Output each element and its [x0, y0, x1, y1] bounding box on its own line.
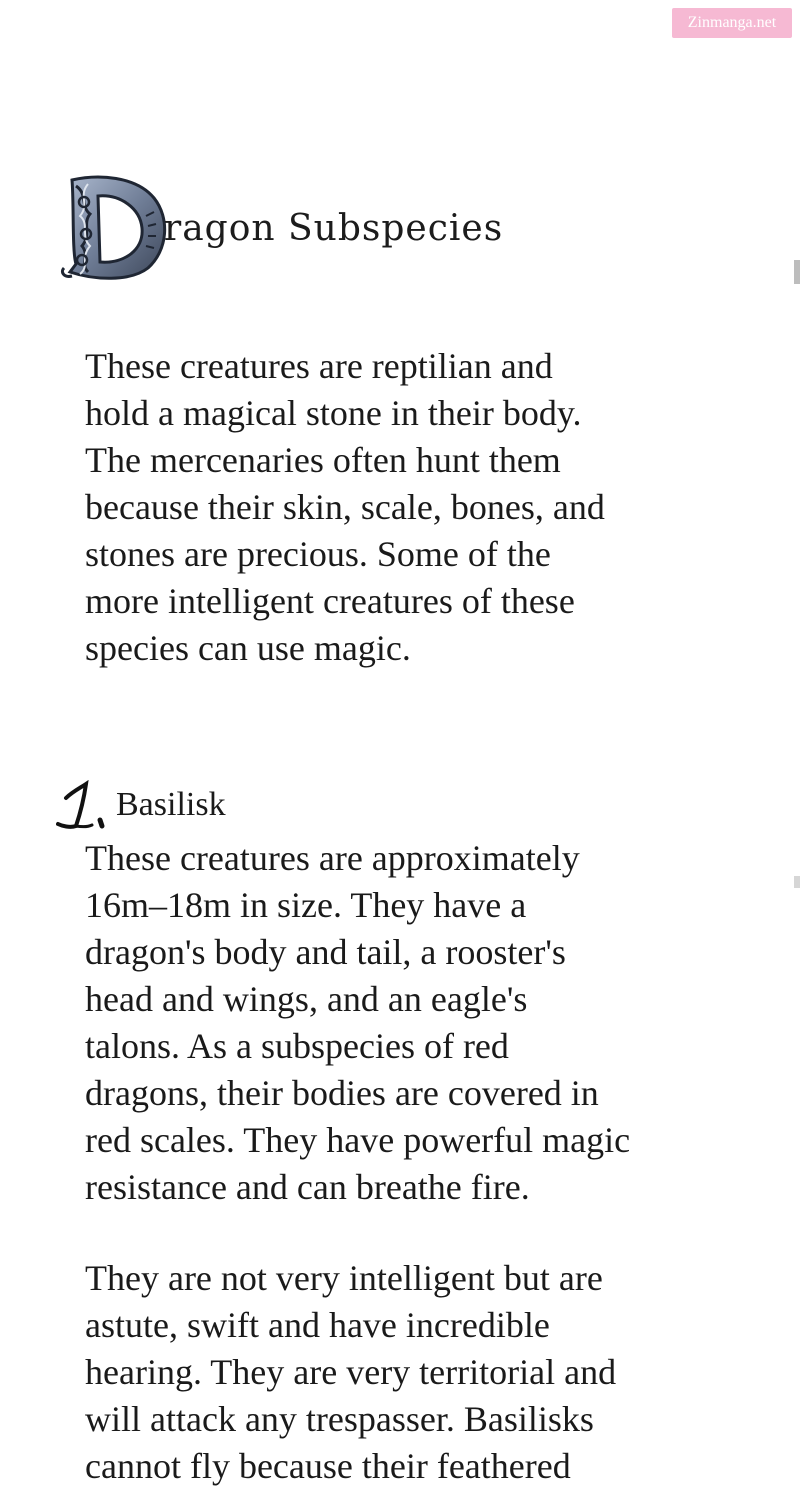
- section-number-1: [56, 780, 112, 832]
- section-title: Basilisk: [116, 786, 226, 823]
- text-line: They are not very intelligent but are: [85, 1258, 603, 1298]
- scroll-indicator-mid: [794, 876, 800, 888]
- text-line: hold a magical stone in their body.: [85, 393, 582, 433]
- text-line: head and wings, and an eagle's: [85, 979, 528, 1019]
- section-heading: [56, 780, 456, 832]
- text-line: hearing. They are very territorial and: [85, 1352, 617, 1392]
- page-title: [58, 172, 618, 282]
- text-line: stones are precious. Some of the: [85, 534, 551, 574]
- watermark-badge: Zinmanga.net: [672, 8, 792, 38]
- text-line: because their skin, scale, bones, and: [85, 487, 605, 527]
- text-line: These creatures are reptilian and: [85, 346, 553, 386]
- text-line: These creatures are approximately: [85, 838, 580, 878]
- text-line: talons. As a subspecies of red: [85, 1026, 509, 1066]
- text-line: cannot fly because their feathered: [85, 1446, 571, 1486]
- intro-paragraph: [85, 343, 765, 672]
- text-line: will attack any trespasser. Basilisks: [85, 1399, 594, 1439]
- ornate-dropcap-d: [58, 172, 170, 282]
- text-line: astute, swift and have incredible: [85, 1305, 550, 1345]
- text-line: dragon's body and tail, a rooster's: [85, 932, 566, 972]
- text-line: The mercenaries often hunt them: [85, 440, 561, 480]
- text-line: species can use magic.: [85, 628, 411, 668]
- scroll-indicator-top: [794, 260, 800, 284]
- text-line: dragons, their bodies are covered in: [85, 1073, 599, 1113]
- text-line: red scales. They have powerful magic: [85, 1120, 631, 1160]
- text-line: resistance and can breathe fire.: [85, 1167, 530, 1207]
- basilisk-paragraph-2: [85, 1255, 775, 1490]
- title-text: ragon Subspecies: [164, 208, 504, 249]
- basilisk-paragraph-1: [85, 835, 775, 1211]
- text-line: more intelligent creatures of these: [85, 581, 575, 621]
- text-line: 16m–18m in size. They have a: [85, 885, 527, 925]
